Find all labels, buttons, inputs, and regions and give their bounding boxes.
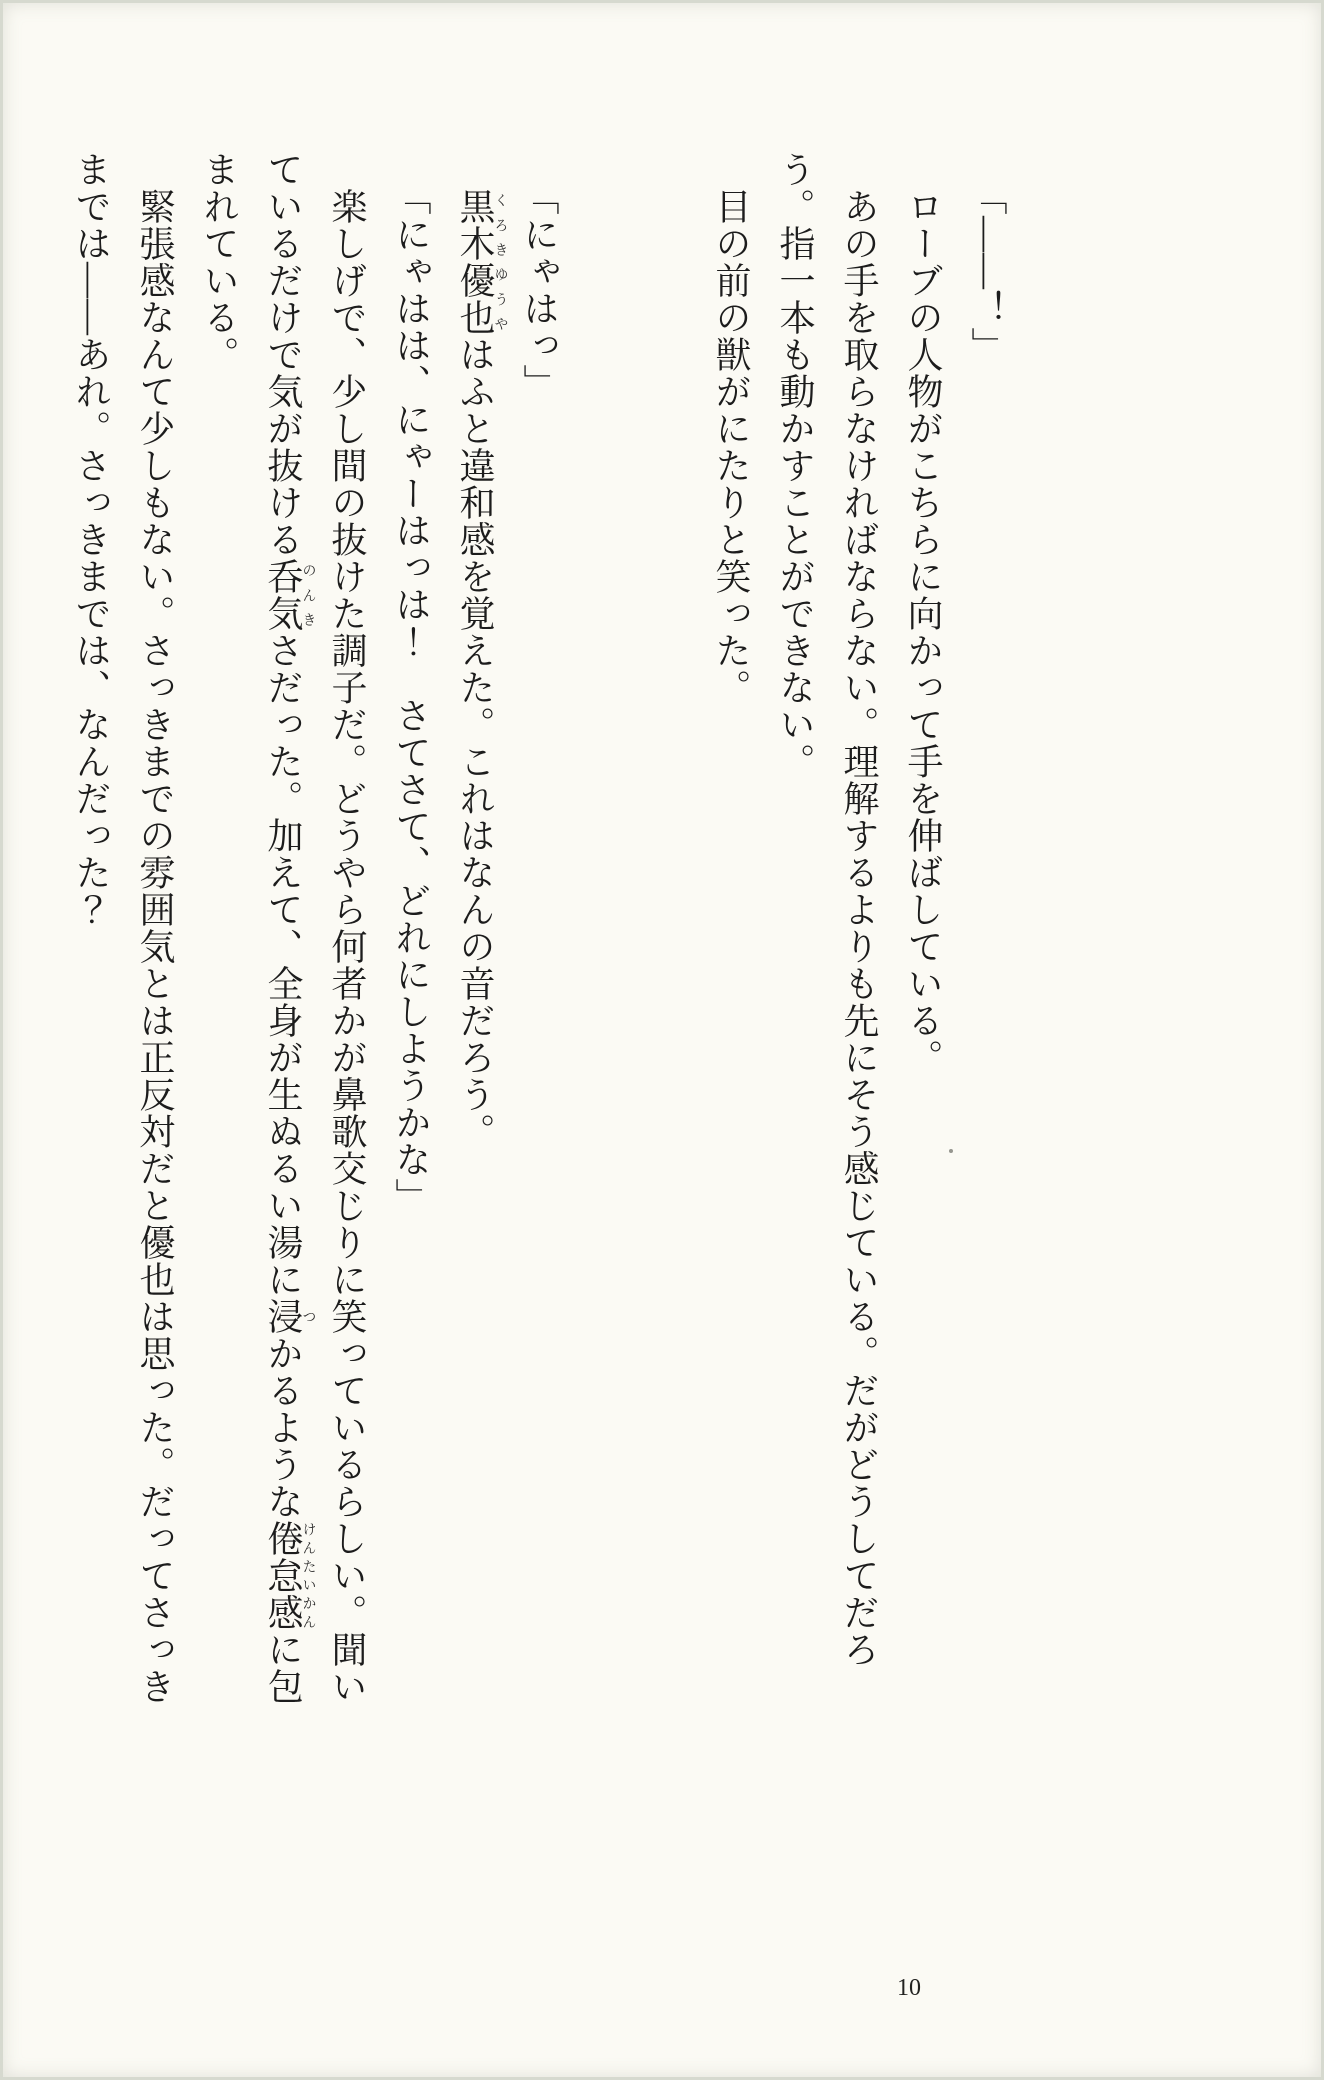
narration-paragraph: 目の前の獣がにたりと笑った。 (711, 151, 751, 706)
furigana: つ (300, 1298, 316, 1335)
furigana: のんき (300, 558, 316, 632)
dialogue-paragraph: 「にゃはっ」 (519, 179, 559, 401)
furigana: くろきゆうや (492, 188, 508, 336)
narration-paragraph: あの手を取らなければならない。理解するよりも先にそう感じている。だがどうしてだろう。指一本も動かすことができない。 (775, 151, 879, 1668)
ruby-text: 浸つ (263, 1298, 316, 1335)
scan-speck (949, 1149, 953, 1153)
ruby-text: 呑気のんき (263, 558, 316, 632)
dialogue-paragraph: 「にゃはは、にゃーはっは！ さてさて、どれにしようかな」 (391, 179, 431, 1215)
narration-paragraph: 黒木優也くろきゆうやはふと違和感を覚えた。これはなんの音だろう。 (455, 188, 508, 1150)
text-block (59, 151, 1019, 1706)
ruby-text: 倦怠感けんたいかん (263, 1520, 316, 1631)
furigana: けんたいかん (300, 1520, 316, 1631)
narration-paragraph: 緊張感なんて少しもない。さっきまでの雰囲気とは正反対だと優也は思った。だってさっきまでは――あれ。さっきまでは、なんだった？ (71, 151, 175, 1705)
ruby-text: 黒木優也くろきゆうや (455, 188, 508, 336)
page-number: 10 (897, 1975, 921, 2001)
narration-paragraph: ローブの人物がこちらに向かって手を伸ばしている。 (903, 151, 943, 1076)
dialogue-paragraph: 「――！」 (967, 179, 1007, 364)
narration-paragraph: 楽しげで、少し間の抜けた調子だ。どうやら何者かが鼻歌交じりに笑っているらしい。聞いているだけで気が抜ける呑気のんきさだった。加えて、全身が生ぬるい湯に浸つかるような倦怠感けんたいかんに包まれている。 (199, 151, 367, 1705)
